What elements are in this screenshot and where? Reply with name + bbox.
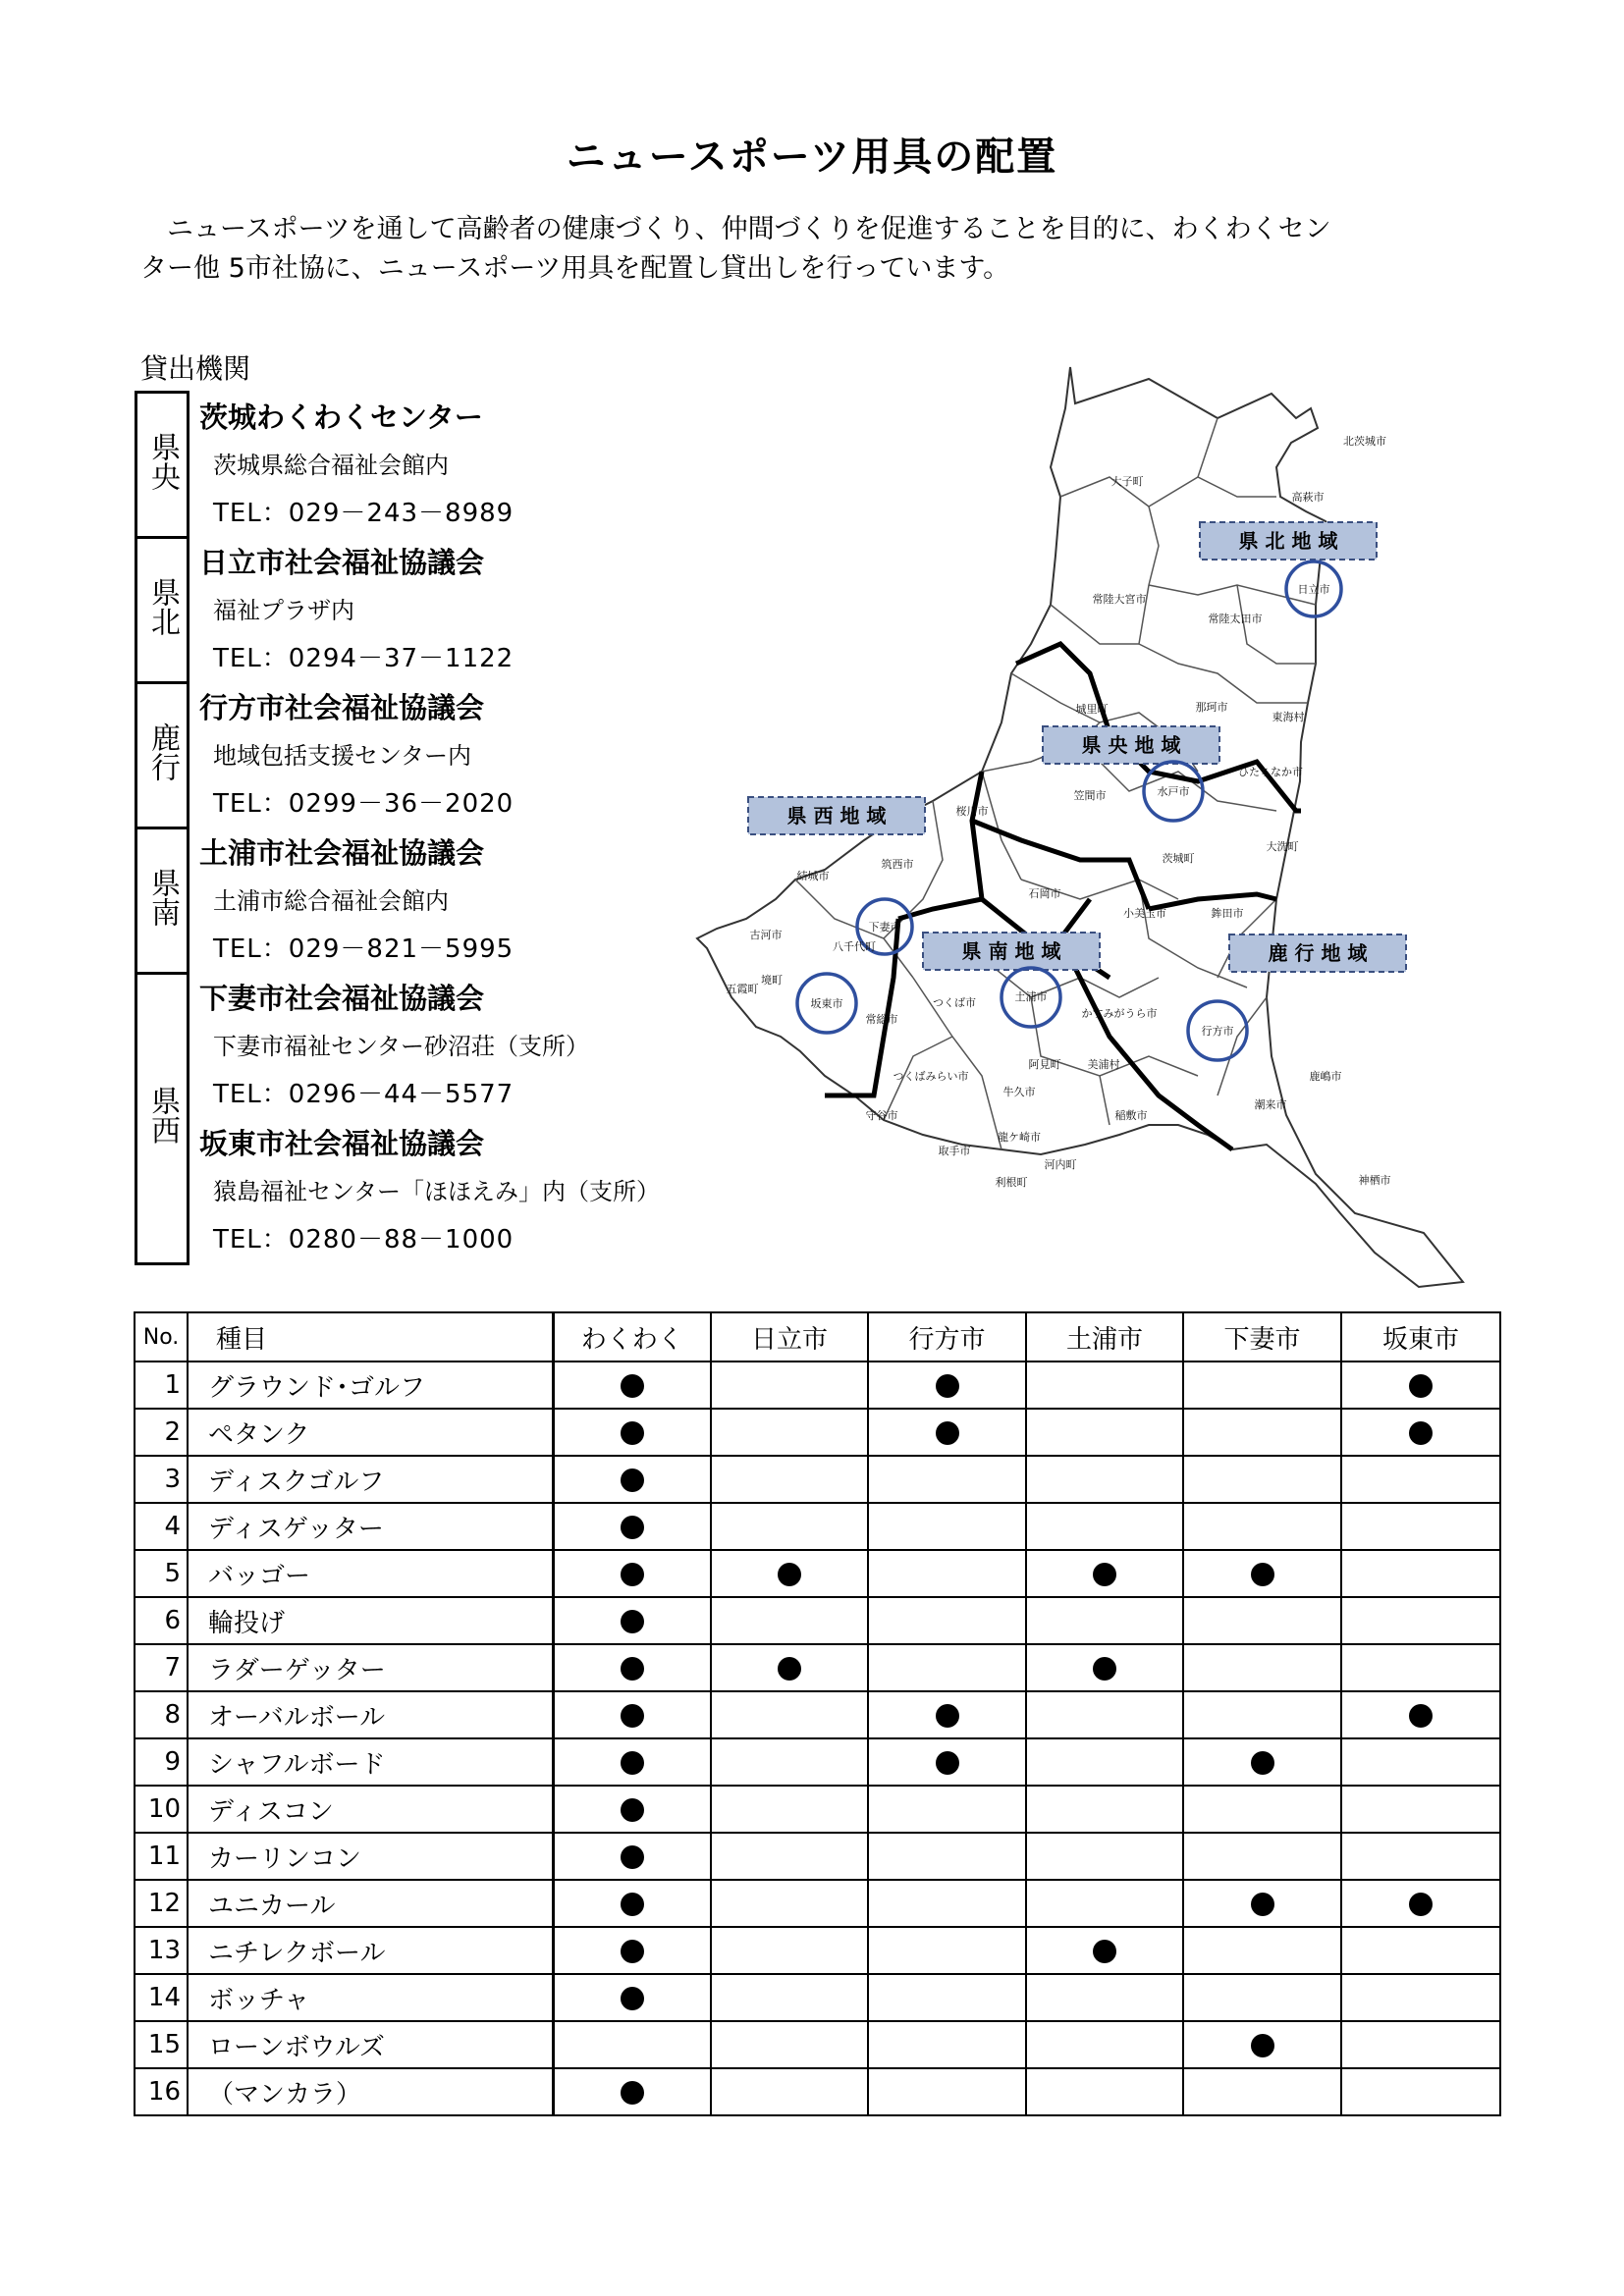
row-number: 14 xyxy=(135,1974,188,2021)
available-dot-icon xyxy=(936,1374,959,1398)
city-label: 取手市 xyxy=(938,1145,971,1157)
header-no: No. xyxy=(135,1312,188,1362)
city-label: 牛久市 xyxy=(1002,1086,1036,1098)
lender-info xyxy=(189,683,683,828)
available-dot-icon xyxy=(1409,1893,1433,1916)
availability-cell xyxy=(1026,1738,1183,1786)
lender-info xyxy=(189,974,683,1119)
availability-cell xyxy=(1026,1833,1183,1880)
table-row xyxy=(135,1409,1500,1456)
city-label: ひたちなか市 xyxy=(1238,766,1303,778)
availability-cell xyxy=(868,1644,1026,1691)
available-dot-icon xyxy=(621,1845,644,1869)
table-row xyxy=(135,1974,1500,2021)
availability-cell xyxy=(553,1738,711,1786)
table-row xyxy=(135,1691,1500,1738)
row-number: 13 xyxy=(135,1927,188,1974)
region-label: 県南 xyxy=(145,867,180,927)
region-box-kensei xyxy=(748,797,925,834)
availability-cell xyxy=(711,1833,868,1880)
page-title: ニュースポーツ用具の配置 xyxy=(566,134,1058,180)
lender-info xyxy=(189,393,683,538)
table-row xyxy=(135,1550,1500,1597)
available-dot-icon xyxy=(621,1563,644,1586)
available-dot-icon xyxy=(1251,2034,1274,2057)
availability-cell xyxy=(1026,1880,1183,1927)
available-dot-icon xyxy=(621,1468,644,1492)
table-row xyxy=(135,1880,1500,1927)
header-wakuwaku: わくわく xyxy=(553,1312,711,1362)
lender-name: 日立市社会福祉協議会 xyxy=(199,545,485,579)
table-row xyxy=(135,1503,1500,1550)
lender-name: 坂東市社会福祉協議会 xyxy=(199,1126,485,1160)
svg-text:県 南 地 域: 県 南 地 域 xyxy=(961,939,1061,963)
region-cell-rokkou xyxy=(136,683,189,828)
lender-info xyxy=(189,538,683,683)
city-label: 潮来市 xyxy=(1254,1098,1287,1111)
region-cell-kennan xyxy=(136,828,189,974)
availability-cell xyxy=(553,1409,711,1456)
availability-cell xyxy=(711,1456,868,1503)
availability-cell xyxy=(1026,1456,1183,1503)
sport-name: ペタンク xyxy=(188,1409,553,1456)
available-dot-icon xyxy=(1409,1374,1433,1398)
availability-cell xyxy=(1183,1786,1341,1833)
lender-name: 土浦市社会福祉協議会 xyxy=(199,835,485,870)
row-number: 5 xyxy=(135,1550,188,1597)
row-number: 16 xyxy=(135,2068,188,2115)
available-dot-icon xyxy=(621,2081,644,2105)
available-dot-icon xyxy=(621,1987,644,2010)
city-label: 城里町 xyxy=(1075,703,1109,716)
header-shimotsuma: 下妻市 xyxy=(1183,1312,1341,1362)
availability-cell xyxy=(868,1456,1026,1503)
available-dot-icon xyxy=(621,1940,644,1963)
available-dot-icon xyxy=(778,1657,801,1681)
availability-cell xyxy=(1183,1644,1341,1691)
availability-cell xyxy=(1026,1503,1183,1550)
availability-cell xyxy=(553,1597,711,1644)
city-label: 北茨城市 xyxy=(1343,435,1386,448)
sport-name: ディスコン xyxy=(188,1786,553,1833)
city-label: 高萩市 xyxy=(1291,491,1325,504)
city-label: 古河市 xyxy=(749,929,783,941)
availability-cell xyxy=(1341,1880,1500,1927)
equipment-table xyxy=(134,1311,1501,2116)
table-row xyxy=(135,1786,1500,1833)
region-box-kenou xyxy=(1043,726,1219,764)
availability-cell xyxy=(1341,1456,1500,1503)
availability-cell xyxy=(1026,1786,1183,1833)
availability-cell xyxy=(553,1880,711,1927)
sport-name: ディスゲッター xyxy=(188,1503,553,1550)
available-dot-icon xyxy=(1093,1940,1116,1963)
city-label: 五霞町 xyxy=(726,983,759,995)
availability-cell xyxy=(553,2068,711,2115)
availability-cell xyxy=(1341,1927,1500,1974)
availability-cell xyxy=(1183,1362,1341,1409)
availability-cell xyxy=(711,1691,868,1738)
city-label: 鹿嶋市 xyxy=(1309,1070,1342,1083)
city-label: 阿見町 xyxy=(1028,1058,1061,1071)
row-number: 6 xyxy=(135,1597,188,1644)
availability-cell xyxy=(1183,1833,1341,1880)
availability-cell xyxy=(1341,1503,1500,1550)
region-box-kennan xyxy=(923,933,1100,970)
sport-name: シャフルボード xyxy=(188,1738,553,1786)
sport-name: 輪投げ xyxy=(188,1597,553,1644)
city-label: 美浦村 xyxy=(1087,1058,1120,1071)
lender-place: 猿島福祉センター「ほほえみ」内（支所） xyxy=(213,1177,661,1205)
availability-cell xyxy=(868,1880,1026,1927)
availability-cell xyxy=(1183,1550,1341,1597)
availability-cell xyxy=(868,1974,1026,2021)
region-box-rokkou xyxy=(1229,934,1406,972)
availability-cell xyxy=(553,1691,711,1738)
lender-name: 下妻市社会福祉協議会 xyxy=(199,981,485,1015)
available-dot-icon xyxy=(936,1421,959,1445)
city-label: 坂東市 xyxy=(810,997,843,1010)
availability-cell xyxy=(1341,1833,1500,1880)
lender-tel: TEL：0299－36－2020 xyxy=(213,788,514,819)
sport-name: ニチレクボール xyxy=(188,1927,553,1974)
sport-name: ラダーゲッター xyxy=(188,1644,553,1691)
available-dot-icon xyxy=(1093,1563,1116,1586)
table-row xyxy=(135,1738,1500,1786)
row-number: 10 xyxy=(135,1786,188,1833)
availability-cell xyxy=(1183,2068,1341,2115)
lender-place: 福祉プラザ内 xyxy=(213,596,354,624)
city-label: 常総市 xyxy=(865,1013,898,1026)
availability-cell xyxy=(711,1503,868,1550)
availability-cell xyxy=(868,1362,1026,1409)
availability-cell xyxy=(553,1456,711,1503)
availability-cell xyxy=(553,1503,711,1550)
lender-place: 土浦市総合福祉会館内 xyxy=(213,886,449,915)
city-label: 守谷市 xyxy=(865,1109,898,1122)
available-dot-icon xyxy=(1251,1563,1274,1586)
table-row xyxy=(135,1644,1500,1691)
availability-cell xyxy=(868,1691,1026,1738)
intro-text xyxy=(140,210,1476,289)
availability-cell xyxy=(711,1550,868,1597)
lender-place: 茨城県総合福祉会館内 xyxy=(213,451,449,479)
row-number: 15 xyxy=(135,2021,188,2068)
city-label: 大子町 xyxy=(1110,475,1144,488)
availability-cell xyxy=(1026,1409,1183,1456)
lender-tel: TEL：0280－88－1000 xyxy=(213,1224,514,1255)
sport-name: ローンボウルズ xyxy=(188,2021,553,2068)
availability-cell xyxy=(868,1786,1026,1833)
table-row xyxy=(135,1833,1500,1880)
availability-cell xyxy=(1183,1927,1341,1974)
svg-text:県 央 地 域: 県 央 地 域 xyxy=(1081,733,1181,757)
city-label: 常陸太田市 xyxy=(1208,613,1263,625)
available-dot-icon xyxy=(1409,1421,1433,1445)
available-dot-icon xyxy=(621,1374,644,1398)
available-dot-icon xyxy=(621,1704,644,1728)
availability-cell xyxy=(1026,1974,1183,2021)
city-label: 行方市 xyxy=(1201,1025,1234,1038)
availability-cell xyxy=(868,1409,1026,1456)
ibaraki-map xyxy=(687,349,1473,1292)
availability-cell xyxy=(1026,1362,1183,1409)
availability-cell xyxy=(1183,1691,1341,1738)
availability-cell xyxy=(868,1833,1026,1880)
row-number: 11 xyxy=(135,1833,188,1880)
city-label: かすみがうら市 xyxy=(1081,1007,1158,1020)
available-dot-icon xyxy=(936,1751,959,1775)
region-cell-kenou xyxy=(136,393,189,538)
lender-tel: TEL：029－243－8989 xyxy=(213,498,514,528)
header-tsuchiura: 土浦市 xyxy=(1026,1312,1183,1362)
availability-cell xyxy=(711,2021,868,2068)
availability-cell xyxy=(1341,1786,1500,1833)
sport-name: グラウンド･ゴルフ xyxy=(188,1362,553,1409)
equipment-rows xyxy=(135,1362,1500,2115)
availability-cell xyxy=(1183,1456,1341,1503)
availability-cell xyxy=(711,1597,868,1644)
city-label: 石岡市 xyxy=(1028,887,1061,900)
city-label: 常陸大宮市 xyxy=(1092,593,1147,606)
row-number: 8 xyxy=(135,1691,188,1738)
availability-cell xyxy=(1341,1644,1500,1691)
availability-cell xyxy=(711,1974,868,2021)
availability-cell xyxy=(1341,1691,1500,1738)
availability-cell xyxy=(1341,2021,1500,2068)
availability-cell xyxy=(711,2068,868,2115)
city-label: 結城市 xyxy=(796,870,830,882)
row-number: 9 xyxy=(135,1738,188,1786)
available-dot-icon xyxy=(621,1798,644,1822)
availability-cell xyxy=(868,1738,1026,1786)
lender-table xyxy=(135,391,684,1265)
availability-cell xyxy=(553,1362,711,1409)
availability-cell xyxy=(1183,1974,1341,2021)
sport-name: ユニカール xyxy=(188,1880,553,1927)
region-label: 県央 xyxy=(145,431,180,491)
intro-line-2: ター他 5市社協に、ニュースポーツ用具を配置し貸出しを行っています。 xyxy=(140,253,1010,284)
city-label: 下妻市 xyxy=(868,921,901,934)
availability-cell xyxy=(553,2021,711,2068)
row-number: 3 xyxy=(135,1456,188,1503)
sport-name: オーバルボール xyxy=(188,1691,553,1738)
svg-text:県 北 地 域: 県 北 地 域 xyxy=(1238,529,1338,553)
lender-tel: TEL：0294－37－1122 xyxy=(213,643,514,673)
availability-cell xyxy=(868,1503,1026,1550)
lender-info xyxy=(189,828,683,974)
city-label: 日立市 xyxy=(1297,583,1330,596)
availability-cell xyxy=(1183,2021,1341,2068)
availability-cell xyxy=(1341,1974,1500,2021)
availability-cell xyxy=(1341,1550,1500,1597)
lender-info xyxy=(189,1119,683,1264)
city-label: 笠間市 xyxy=(1073,789,1107,802)
region-box-kenpoku xyxy=(1200,522,1377,560)
region-label: 鹿行 xyxy=(145,721,180,781)
region-label: 県西 xyxy=(145,1085,180,1145)
svg-text:県 西 地 域: 県 西 地 域 xyxy=(786,804,887,828)
table-row xyxy=(135,1362,1500,1409)
availability-cell xyxy=(868,1550,1026,1597)
available-dot-icon xyxy=(621,1657,644,1681)
availability-cell xyxy=(711,1738,868,1786)
availability-cell xyxy=(1026,1927,1183,1974)
table-row xyxy=(135,2068,1500,2115)
availability-cell xyxy=(711,1786,868,1833)
city-label: 境町 xyxy=(761,974,783,987)
city-label: 東海村 xyxy=(1272,711,1305,723)
header-item: 種目 xyxy=(188,1312,553,1362)
lender-tel: TEL：029－821－5995 xyxy=(213,934,514,964)
availability-cell xyxy=(1026,1597,1183,1644)
availability-cell xyxy=(1183,1738,1341,1786)
availability-cell xyxy=(553,1550,711,1597)
sport-name: カーリンコン xyxy=(188,1833,553,1880)
city-label: 龍ケ崎市 xyxy=(998,1131,1041,1144)
city-label: 鉾田市 xyxy=(1211,907,1244,920)
availability-cell xyxy=(1026,1691,1183,1738)
city-label: 桜川市 xyxy=(955,805,989,818)
table-row xyxy=(135,1456,1500,1503)
region-label: 県北 xyxy=(145,576,180,636)
availability-cell xyxy=(868,2068,1026,2115)
available-dot-icon xyxy=(1409,1704,1433,1728)
availability-cell xyxy=(1183,1409,1341,1456)
header-namegata: 行方市 xyxy=(868,1312,1026,1362)
city-label: つくば市 xyxy=(933,996,976,1009)
availability-cell xyxy=(553,1644,711,1691)
availability-cell xyxy=(1341,1409,1500,1456)
lender-place: 下妻市福祉センター砂沼荘（支所） xyxy=(213,1032,590,1060)
city-label: 神栖市 xyxy=(1358,1174,1391,1187)
availability-cell xyxy=(1026,1644,1183,1691)
city-label: 大洗町 xyxy=(1266,840,1299,853)
row-number: 12 xyxy=(135,1880,188,1927)
sport-name: ボッチャ xyxy=(188,1974,553,2021)
availability-cell xyxy=(1026,2068,1183,2115)
row-number: 1 xyxy=(135,1362,188,1409)
svg-text:鹿 行 地 域: 鹿 行 地 域 xyxy=(1268,941,1368,965)
available-dot-icon xyxy=(621,1751,644,1775)
available-dot-icon xyxy=(621,1516,644,1539)
city-label: 稲敷市 xyxy=(1114,1109,1148,1122)
city-label: 小美玉市 xyxy=(1123,907,1166,920)
lender-place: 地域包括支援センター内 xyxy=(213,741,472,770)
availability-cell xyxy=(553,1974,711,2021)
available-dot-icon xyxy=(621,1421,644,1445)
lender-name: 行方市社会福祉協議会 xyxy=(199,690,485,724)
city-label: 利根町 xyxy=(995,1176,1028,1189)
available-dot-icon xyxy=(621,1610,644,1633)
availability-cell xyxy=(711,1362,868,1409)
region-cell-kenpoku xyxy=(136,538,189,683)
availability-cell xyxy=(711,1927,868,1974)
availability-cell xyxy=(711,1644,868,1691)
city-label: 筑西市 xyxy=(881,858,914,871)
table-row xyxy=(135,2021,1500,2068)
available-dot-icon xyxy=(936,1704,959,1728)
availability-cell xyxy=(553,1786,711,1833)
availability-cell xyxy=(868,1597,1026,1644)
availability-cell xyxy=(1341,1362,1500,1409)
available-dot-icon xyxy=(1251,1893,1274,1916)
availability-cell xyxy=(1183,1880,1341,1927)
availability-cell xyxy=(868,2021,1026,2068)
availability-cell xyxy=(553,1833,711,1880)
lenders-heading: 貸出機関 xyxy=(140,352,251,385)
availability-cell xyxy=(1026,2021,1183,2068)
available-dot-icon xyxy=(621,1893,644,1916)
table-row xyxy=(135,1927,1500,1974)
row-number: 2 xyxy=(135,1409,188,1456)
lender-tel: TEL：0296－44－5577 xyxy=(213,1079,514,1109)
sport-name: バッゴー xyxy=(188,1550,553,1597)
availability-cell xyxy=(1183,1503,1341,1550)
availability-cell xyxy=(1183,1597,1341,1644)
availability-cell xyxy=(1026,1550,1183,1597)
available-dot-icon xyxy=(1093,1657,1116,1681)
table-header-row xyxy=(135,1312,1500,1362)
city-label: 八千代町 xyxy=(833,940,876,953)
city-label: 水戸市 xyxy=(1157,785,1190,798)
city-label: 河内町 xyxy=(1044,1158,1077,1171)
lender-name: 茨城わくわくセンター xyxy=(199,400,483,434)
sport-name: （マンカラ） xyxy=(188,2068,553,2115)
available-dot-icon xyxy=(1251,1751,1274,1775)
intro-line-1: ニュースポーツを通して高齢者の健康づくり、仲間づくりを促進することを目的に、わくわくセン xyxy=(140,214,1331,244)
row-number: 4 xyxy=(135,1503,188,1550)
availability-cell xyxy=(1341,1597,1500,1644)
sport-name: ディスクゴルフ xyxy=(188,1456,553,1503)
availability-cell xyxy=(1341,2068,1500,2115)
header-hitachi: 日立市 xyxy=(711,1312,868,1362)
availability-cell xyxy=(711,1880,868,1927)
availability-cell xyxy=(711,1409,868,1456)
table-row xyxy=(135,1597,1500,1644)
available-dot-icon xyxy=(778,1563,801,1586)
availability-cell xyxy=(1341,1738,1500,1786)
availability-cell xyxy=(553,1927,711,1974)
city-label: 土浦市 xyxy=(1014,990,1048,1003)
city-label: 那珂市 xyxy=(1195,701,1228,714)
region-cell-kensei xyxy=(136,974,189,1264)
availability-cell xyxy=(868,1927,1026,1974)
city-label: 茨城町 xyxy=(1162,852,1195,865)
header-bando: 坂東市 xyxy=(1341,1312,1500,1362)
city-label: つくばみらい市 xyxy=(893,1070,969,1083)
row-number: 7 xyxy=(135,1644,188,1691)
